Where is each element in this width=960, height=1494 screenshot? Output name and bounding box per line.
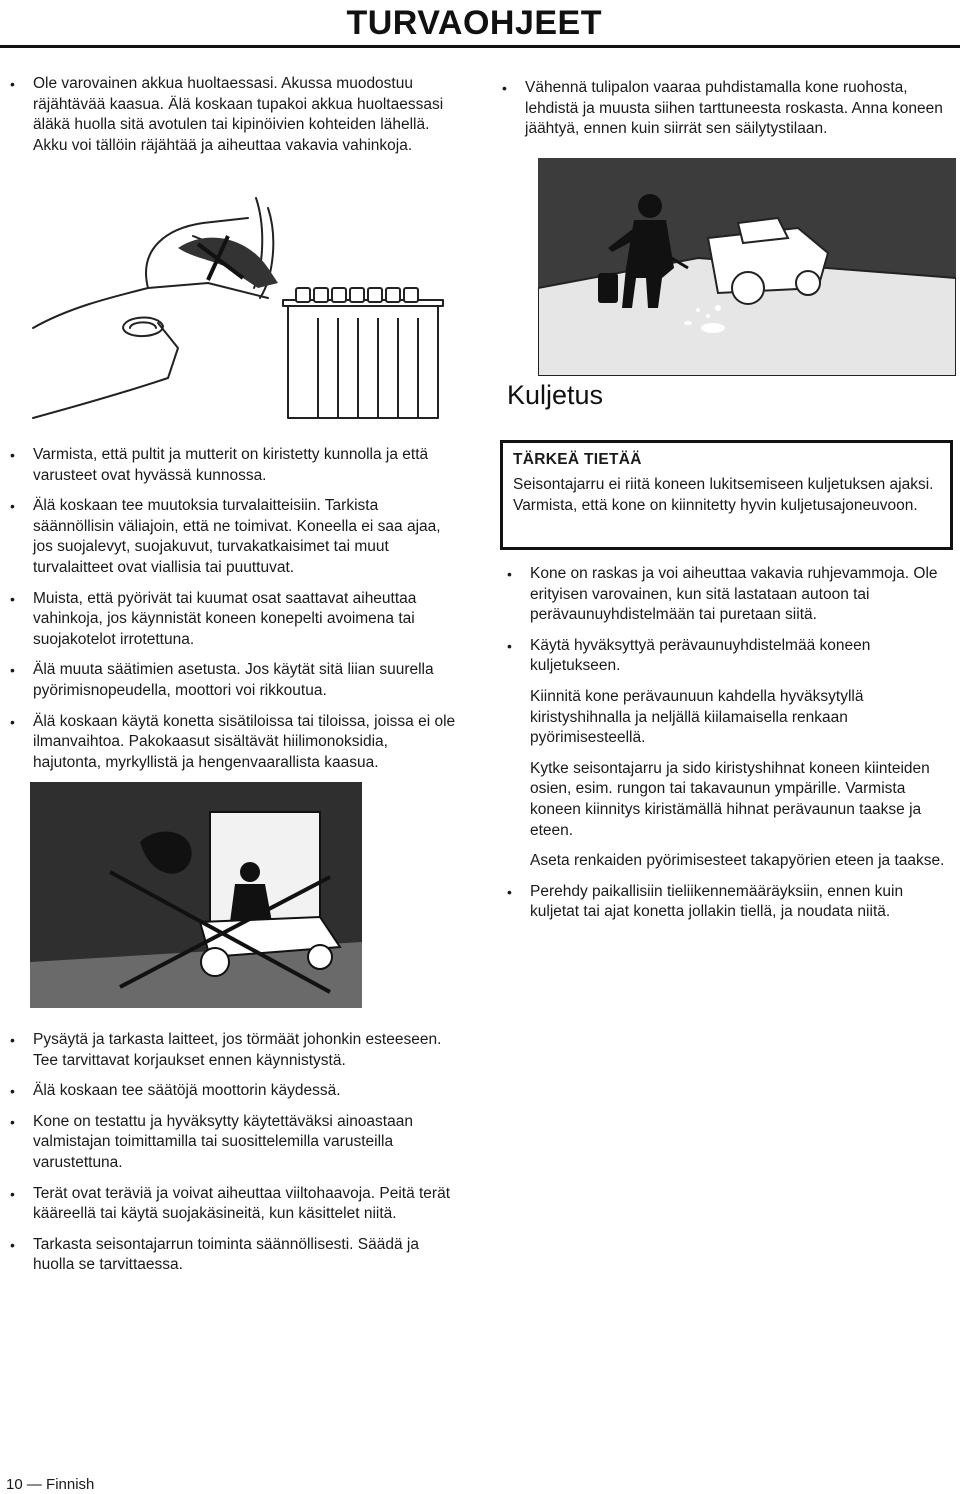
important-notice-box bbox=[500, 440, 953, 550]
list-item: • Perehdy paikallisiin tieliikennemääräyksiin, ennen kuin kuljetat tai ajat konetta jollakin tiellä, ja noudata niitä. bbox=[505, 882, 955, 923]
battery-illustration bbox=[28, 188, 448, 428]
list-item: • Kone on testattu ja hyväksytty käytettäväksi ainoastaan valmistajan toimittamilla tai suosittelemilla varusteilla varustettuna. bbox=[8, 1112, 458, 1174]
footer-language: Finnish bbox=[46, 1476, 95, 1493]
list-item: • Älä koskaan käytä konetta sisätiloissa tai tiloissa, joissa ei ole ilmanvaihtoa. Pakokaasut sisältävät hiilimonoksidia, hajutonta, myrkyllistä ja hengenvaarallista kaasua. bbox=[8, 712, 458, 774]
list-item: • Älä muuta säätimien asetusta. Jos käytät sitä liian suurella pyörimisnopeudella, moottori voi rikkoutua. bbox=[8, 660, 458, 701]
transport-paragraph: Kiinnitä kone perävaunuun kahdella hyväksytyllä kiristyshihnalla ja neljällä kiilamaisella renkaan pyörimisesteellä. bbox=[530, 687, 864, 747]
list-item bbox=[505, 636, 955, 872]
list-item: • Muista, että pyörivät tai kuumat osat saattavat aiheuttaa vahinkoja, jos käynnistät koneen konepelti avoimena tai suojakotelot irrotettuna. bbox=[8, 589, 458, 651]
operation-rules-list bbox=[8, 1030, 458, 1286]
list-item-text: Käytä hyväksyttyä perävaunuyhdistelmää koneen kuljetukseen. bbox=[530, 636, 871, 675]
page-title: TURVAOHJEET bbox=[346, 4, 602, 42]
transport-paragraph: Aseta renkaiden pyörimisesteet takapyörien eteen ja taakse. bbox=[530, 852, 945, 870]
page-footer bbox=[6, 1476, 94, 1493]
list-item: • Terät ovat teräviä ja voivat aiheuttaa viiltohaavoja. Peitä terät kääreellä tai käytä suojakäsineitä, kun käsittelet niitä. bbox=[8, 1184, 458, 1225]
list-item: • Ole varovainen akkua huoltaessasi. Akussa muodostuu räjähtävää kaasua. Älä koskaan tupakoi akkua huoltaessasi äläkä huolla sitä avotulen tai kipinöivien kohteiden lähellä. Akku voi tällöin räjähtää ja aiheuttaa vakavia vahinkoja. bbox=[8, 74, 458, 156]
safety-device-list bbox=[8, 445, 458, 783]
list-item: • Pysäytä ja tarkasta laitteet, jos törmäät johonkin esteeseen. Tee tarvittavat korjaukset ennen käynnistystä. bbox=[8, 1030, 458, 1071]
battery-warning-list bbox=[8, 74, 458, 166]
footer-dash: — bbox=[26, 1476, 42, 1493]
indoor-use-illustration bbox=[30, 782, 362, 1008]
page-number: 10 bbox=[6, 1476, 23, 1493]
list-item: • Kone on raskas ja voi aiheuttaa vakavia ruhjevammoja. Ole erityisen varovainen, kun sitä lastataan autoon tai perävaunuyhdistelmään tai puretaan siitä. bbox=[505, 564, 955, 626]
list-item: • Älä koskaan tee muutoksia turvalaitteisiin. Tarkista säännöllisin väliajoin, että ne toimivat. Koneella ei saa ajaa, jos suojalevyt, suojakuvut, turvakatkaisimet tai muut turvalaitteet ovat viallisia tai puuttuvat. bbox=[8, 496, 458, 578]
transport-list bbox=[505, 564, 955, 933]
list-item: • Vähennä tulipalon vaaraa puhdistamalla kone ruohosta, lehdistä ja muusta siihen tarttuneesta roskasta. Anna koneen jäähtyä, ennen kuin siirrät sen säilytystilaan. bbox=[500, 78, 955, 140]
list-item: • Varmista, että pultit ja mutterit on kiristetty kunnolla ja että varusteet ovat hyvässä kunnossa. bbox=[8, 445, 458, 486]
list-item: • Tarkasta seisontajarrun toiminta säännöllisesti. Säädä ja huolla se tarvittaessa. bbox=[8, 1235, 458, 1276]
notice-text: Seisontajarru ei riitä koneen lukitsemiseen kuljetuksen ajaksi. Varmista, että kone on kiinnitetty hyvin kuljetusajoneuvoon. bbox=[513, 476, 934, 514]
section-heading-transport: Kuljetus bbox=[507, 380, 604, 410]
notice-title: TÄRKEÄ TIETÄÄ bbox=[513, 451, 642, 468]
list-item: • Älä koskaan tee säätöjä moottorin käydessä. bbox=[8, 1081, 458, 1102]
transport-paragraph: Kytke seisontajarru ja sido kiristyshihnat koneen kiinteiden osien, esim. rungon tai takavaunun ympärille. Varmista koneen kiinnitys kiristämällä hihnat perävaunun taakse ja eteen. bbox=[530, 759, 930, 839]
fire-risk-list bbox=[500, 78, 955, 150]
cleaning-illustration bbox=[538, 158, 956, 376]
title-rule bbox=[0, 45, 960, 48]
